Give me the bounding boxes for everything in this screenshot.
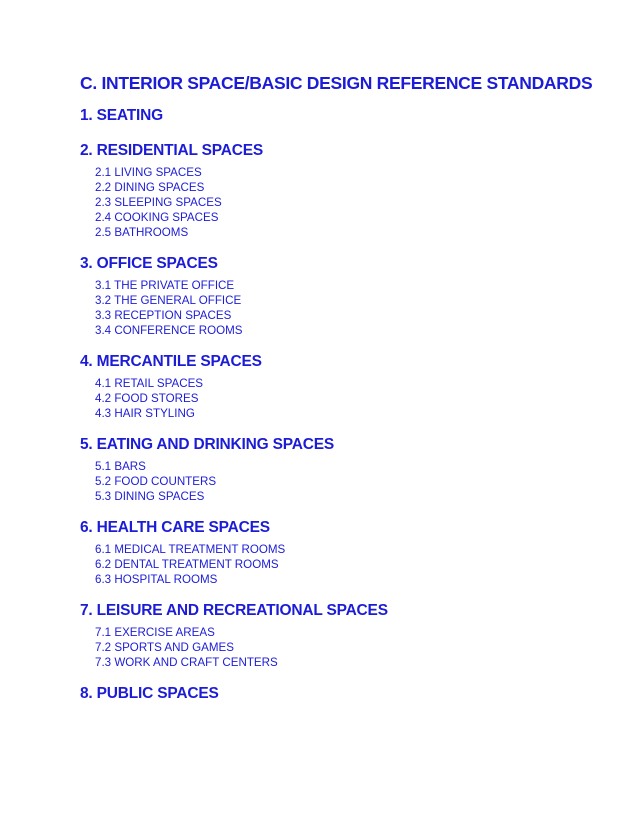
subsection-item: 2.2 DINING SPACES <box>95 181 205 194</box>
subsection-list <box>95 542 620 587</box>
section-heading: 5. EATING AND DRINKING SPACES <box>80 436 334 453</box>
subsection-item: 6.1 MEDICAL TREATMENT ROOMS <box>95 543 286 556</box>
section-gap <box>80 587 620 600</box>
subsection-item: 3.1 THE PRIVATE OFFICE <box>95 279 235 292</box>
subsection-item: 2.4 COOKING SPACES <box>95 211 219 224</box>
subsection-item: 7.1 EXERCISE AREAS <box>95 626 215 639</box>
subsection-item: 6.3 HOSPITAL ROOMS <box>95 573 218 586</box>
subsection-list <box>95 376 620 421</box>
subsection-item: 3.3 RECEPTION SPACES <box>95 309 232 322</box>
section-heading: 3. OFFICE SPACES <box>80 255 218 272</box>
section-gap <box>80 504 620 517</box>
subsection-item: 4.2 FOOD STORES <box>95 392 199 405</box>
subsection-item: 2.5 BATHROOMS <box>95 226 189 239</box>
subsection-item: 5.2 FOOD COUNTERS <box>95 475 217 488</box>
section-gap <box>80 670 620 683</box>
section-5 <box>80 434 620 504</box>
section-heading: 7. LEISURE AND RECREATIONAL SPACES <box>80 602 388 619</box>
section-2 <box>80 140 620 240</box>
subsection-item: 5.3 DINING SPACES <box>95 490 205 503</box>
subsection-item: 3.2 THE GENERAL OFFICE <box>95 294 242 307</box>
subsection-item: 6.2 DENTAL TREATMENT ROOMS <box>95 558 279 571</box>
subsection-item: 7.3 WORK AND CRAFT CENTERS <box>95 656 278 669</box>
section-heading: 4. MERCANTILE SPACES <box>80 353 262 370</box>
section-1 <box>80 105 620 127</box>
subsection-item: 2.3 SLEEPING SPACES <box>95 196 222 209</box>
section-heading: 1. SEATING <box>80 107 163 124</box>
subsection-item: 4.3 HAIR STYLING <box>95 407 195 420</box>
section-gap <box>80 338 620 351</box>
section-6 <box>80 517 620 587</box>
section-gap <box>80 421 620 434</box>
section-heading: 8. PUBLIC SPACES <box>80 685 219 702</box>
section-8 <box>80 683 620 705</box>
section-4 <box>80 351 620 421</box>
subsection-item: 5.1 BARS <box>95 460 146 473</box>
section-list <box>80 105 620 705</box>
section-gap <box>80 127 620 140</box>
subsection-list <box>95 625 620 670</box>
subsection-list <box>95 278 620 338</box>
section-3 <box>80 253 620 338</box>
section-heading: 2. RESIDENTIAL SPACES <box>80 142 263 159</box>
section-heading: 6. HEALTH CARE SPACES <box>80 519 270 536</box>
subsection-item: 2.1 LIVING SPACES <box>95 166 202 179</box>
subsection-list <box>95 165 620 240</box>
subsection-item: 7.2 SPORTS AND GAMES <box>95 641 234 654</box>
subsection-list <box>95 459 620 504</box>
subsection-item: 4.1 RETAIL SPACES <box>95 377 204 390</box>
document-page <box>80 73 620 705</box>
page-title: C. INTERIOR SPACE/BASIC DESIGN REFERENCE STANDARDS <box>80 73 593 93</box>
section-7 <box>80 600 620 670</box>
section-gap <box>80 240 620 253</box>
subsection-item: 3.4 CONFERENCE ROOMS <box>95 324 243 337</box>
